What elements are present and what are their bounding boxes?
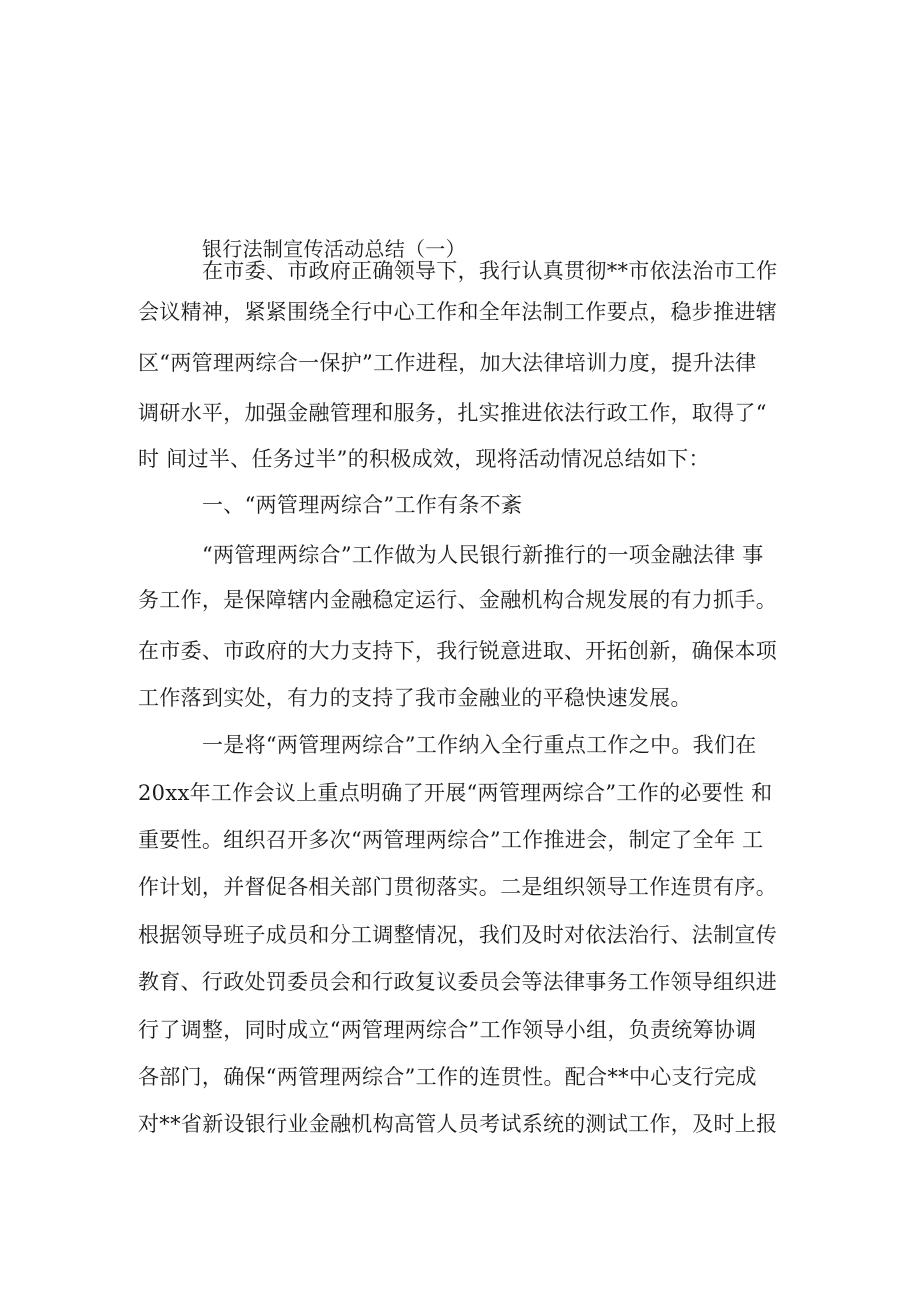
paragraph-line: 在市委、市政府的大力支持下，我行锐意进取、开拓创新，确保本项	[138, 639, 777, 663]
paragraph-line: 各部门，确保“两管理两综合”工作的连贯性。配合**中心支行完成	[138, 1065, 757, 1089]
paragraph-line: 行了调整，同时成立“两管理两综合”工作领导小组，负责统筹协调	[138, 1018, 757, 1042]
paragraph-line: 调研水平，加强金融管理和服务，扎实推进依法行政工作，取得了“	[138, 401, 767, 425]
paragraph-line: 教育、行政处罚委员会和行政复议委员会等法律事务工作领导组织进	[138, 970, 777, 994]
paragraph-line: 重要性。组织召开多次“两管理两综合”工作推进会，制定了全年 工	[138, 828, 764, 852]
paragraph-line: 20xx年工作会议上重点明确了开展“两管理两综合”工作的必要性 和	[138, 781, 773, 805]
paragraph-line: 在市委、市政府正确领导下，我行认真贯彻**市依法治市工作	[202, 259, 778, 283]
paragraph-line: 对**省新设银行业金融机构高管人员考试系统的测试工作，及时上报	[138, 1112, 778, 1136]
paragraph-line: 会议精神，紧紧围绕全行中心工作和全年法制工作要点，稳步推进辖	[138, 300, 777, 324]
paragraph-line: 作计划，并督促各相关部门贯彻落实。二是组织领导工作连贯有序。	[138, 875, 777, 899]
paragraph-line: 时 间过半、任务过半”的积极成效，现将活动情况总结如下：	[138, 447, 710, 471]
paragraph-line: “两管理两综合”工作做为人民银行新推行的一项金融法律 事	[202, 543, 764, 567]
paragraph-line: 一是将“两管理两综合”工作纳入全行重点工作之中。我们在	[202, 733, 757, 757]
paragraph-line: 务工作，是保障辖内金融稳定运行、金融机构合规发展的有力抓手。	[138, 588, 777, 612]
section-heading: 一、“两管理两综合”工作有条不紊	[202, 493, 523, 517]
paragraph-line: 根据领导班子成员和分工调整情况，我们及时对依法治行、法制宣传	[138, 923, 777, 947]
document-title: 银行法制宣传活动总结（一）	[202, 237, 466, 261]
paragraph-line: 区“两管理两综合一保护”工作进程，加大法律培训力度，提升法律	[138, 351, 757, 375]
paragraph-line: 工作落到实处，有力的支持了我市金融业的平稳快速发展。	[138, 686, 692, 710]
